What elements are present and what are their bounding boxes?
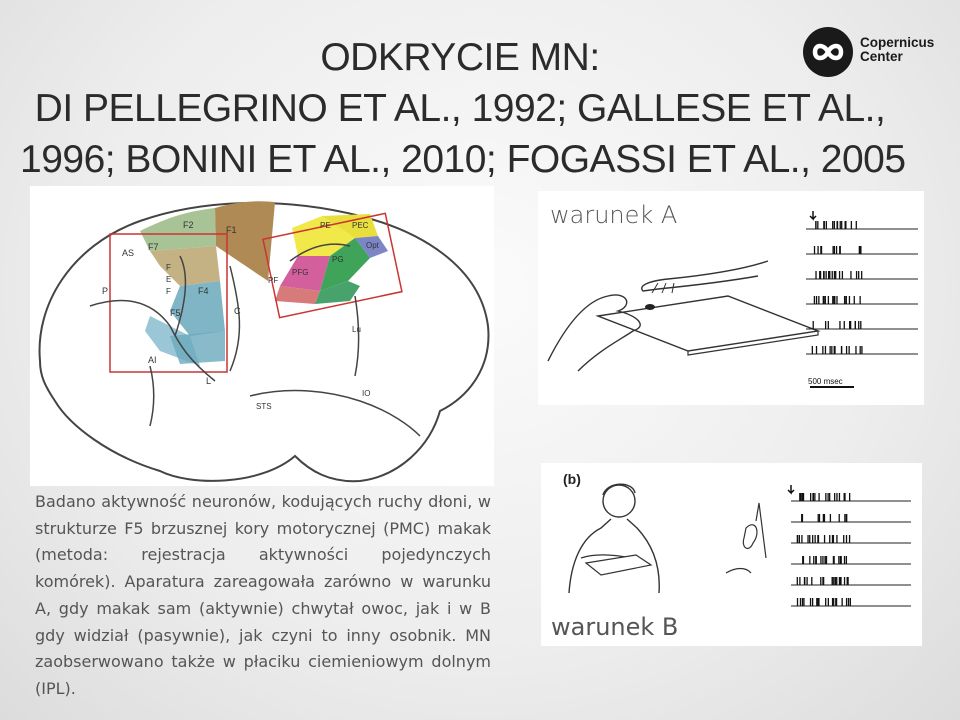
arrow-down-icon xyxy=(810,211,816,219)
slide-title xyxy=(20,32,906,185)
label-pf: PF xyxy=(268,276,279,285)
condition-a-panel xyxy=(538,191,924,405)
title-line-1: ODKRYCIE MN: xyxy=(320,36,600,79)
label-io: IO xyxy=(362,389,371,398)
infinity-logo-icon xyxy=(802,26,854,78)
spike-raster-a xyxy=(806,221,918,354)
condition-b-panel xyxy=(541,463,922,646)
label-f1: F1 xyxy=(226,225,237,235)
condition-a-label: warunek A xyxy=(550,201,678,229)
scale-label: 500 msec xyxy=(808,377,843,386)
label-fef-1: F xyxy=(166,263,171,272)
label-as: AS xyxy=(122,248,135,258)
logo-line-2: Center xyxy=(860,49,903,64)
description-paragraph: Badano aktywność neuronów, kodujących ruchy dłoni, w strukturze F5 brzusznej kory motorycznej (PMC) makak (metoda: rejestracja aktywności pojedynczych komórek). Aparatura zareagowała zarówno w warunku A, gdy makak sam (aktywnie) chwytał owoc, jak i w B gdy widział (pasywnie), jak czyni to inny osobnik. MN zaobserwowano także w płaciku ciemieniowym dolnym (IPL). xyxy=(35,492,491,698)
title-line-2: DI PELLEGRINO ET AL., 1992; GALLESE ET AL., xyxy=(34,87,886,130)
spike-raster-b xyxy=(791,493,911,606)
title-line-3: 1996; BONINI ET AL., 2010; FOGASSI ET AL., 2005 xyxy=(20,138,906,181)
label-p: P xyxy=(102,286,109,296)
label-fef-3: F xyxy=(166,287,171,296)
label-sts: STS xyxy=(256,402,272,411)
logo-text xyxy=(860,36,934,64)
logo-line-1: Copernicus xyxy=(860,35,935,50)
label-f7: F7 xyxy=(148,242,159,252)
label-c: C xyxy=(234,306,241,316)
label-f4: F4 xyxy=(198,286,209,296)
label-ai: AI xyxy=(148,355,157,365)
label-opt: Opt xyxy=(366,241,379,250)
panel-b-tag: (b) xyxy=(563,471,581,487)
label-pe: PE xyxy=(320,221,331,230)
label-pfg: PFG xyxy=(292,268,309,277)
label-pec: PEC xyxy=(352,221,369,230)
label-f2: F2 xyxy=(183,220,194,230)
brain-diagram xyxy=(30,186,494,486)
copernicus-logo xyxy=(802,26,942,78)
label-l: L xyxy=(206,376,212,386)
label-lu: Lu xyxy=(352,325,361,334)
label-fef-2: E xyxy=(166,275,172,284)
label-pg: PG xyxy=(332,255,344,264)
condition-b-label: warunek B xyxy=(551,613,679,641)
label-f5: F5 xyxy=(170,308,181,318)
arrow-down-icon xyxy=(788,485,794,493)
